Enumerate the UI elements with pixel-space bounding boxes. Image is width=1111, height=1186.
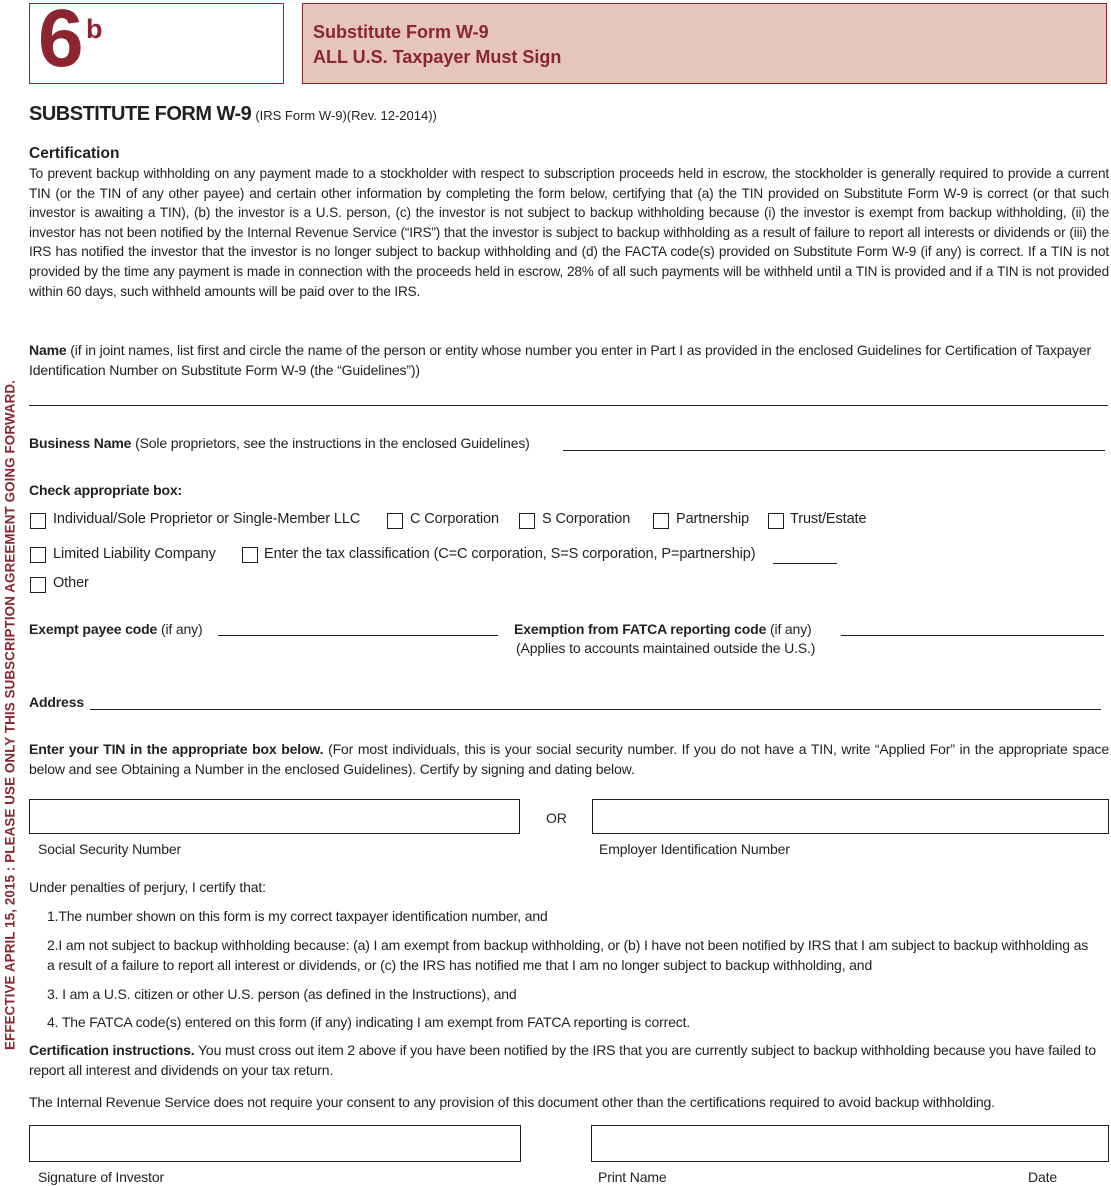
business-name-field[interactable] [566,431,1104,450]
checkbox-individual[interactable] [30,513,46,529]
business-name-label: Business Name [29,435,132,451]
signature-input[interactable] [29,1125,521,1162]
print-name-label: Print Name [598,1169,667,1185]
fatca-note: (if any) [769,621,812,637]
checkbox-c-corporation[interactable] [387,513,403,529]
checkbox-individual-label: Individual/Sole Proprietor or Single-Member LLC [53,511,361,527]
business-name-note: (Sole proprietors, see the instructions in the enclosed Guidelines) [135,435,530,451]
business-name-line [563,450,1105,451]
page-title-main: SUBSTITUTE FORM W-9 [29,103,252,125]
or-label: OR [546,810,567,826]
tax-classification-line[interactable] [773,563,837,564]
checkbox-s-corporation[interactable] [519,513,535,529]
checkbox-llc-label: Limited Liability Company [53,546,216,562]
checkbox-tax-classification-label: Enter the tax classification (C=C corporation, S=S corporation, P=partnership) [264,546,756,562]
checkbox-llc[interactable] [30,547,46,563]
name-label: Name [29,342,67,358]
checkbox-trust-estate-label: Trust/Estate [790,511,867,527]
fatca-caption [514,619,812,639]
certification-body: To prevent backup withholding on any payment made to a stockholder with respect to subscription proceeds held in escrow, the stockholder is generally required to provide a current TIN (or the TIN of any other payee) and certain other information by completing the form below, certifying that (a) the TIN provided on Substitute Form W-9 is correct (or that such investor is awaiting a TIN), (b) the investor is a U.S. person, (c) the investor is not subject to backup withholding because (i) the investor is exempt from backup withholding, (ii) the investor has not been notified by the Internal Revenue Service (“IRS”) that the investor is subject to backup withholding as a result of failure to report all interests or dividends or (iii) the IRS has notified the investor that the investor is no longer subject to backup withholding and (d) the FACTA code(s) provided on Substitute Form W-9 (if any) is correct. If a TIN is not provided by the time any payment is made in connection with the proceeds held in escrow, 28% of all such payments will be withheld until a TIN is provided and if a TIN is not provided within 60 days, such withheld amounts will be paid over to the IRS. [29,166,1109,299]
page-title [29,103,437,126]
ssn-label: Social Security Number [38,841,181,857]
checkbox-partnership[interactable] [653,513,669,529]
tin-instructions [29,739,1109,779]
ein-input[interactable] [592,799,1109,834]
perjury-item-2: 2.I am not subject to backup withholding because: (a) I am exempt from backup withholding, or (b) I have not been notified by IRS that I am subject to backup withholding as a result of a failure to report all interest or dividends, or (c) the IRS has notified me that I am no longer subject to backup withholding, and [47,937,1089,973]
checkbox-c-corporation-label: C Corporation [410,511,499,527]
section-superscript: b [86,14,103,44]
checkbox-other[interactable] [30,577,46,593]
tin-note: (For most individuals, this is your social security number. If you do not have a TIN, write “Applied For” in the appropriate space below and see Obtaining a Number in the enclosed Guidelines). Certify by signing and dating below. [29,741,1109,777]
ein-label: Employer Identification Number [599,841,790,857]
signature-label: Signature of Investor [38,1169,165,1185]
tin-heading: Enter your TIN in the appropriate box below. [29,741,324,757]
name-field[interactable] [31,385,1101,405]
ssn-input[interactable] [29,799,520,834]
fatca-subnote: (Applies to accounts maintained outside the U.S.) [516,640,816,656]
name-line [29,405,1108,406]
name-instructions [29,340,1109,380]
page-title-sub: (IRS Form W-9)(Rev. 12-2014)) [255,108,437,123]
certification-instructions [29,1040,1109,1080]
certification-instructions-body: You must cross out item 2 above if you have been notified by the IRS that you are currently subject to backup withholding because you have failed to report all interest and dividends on your tax return. [29,1042,1096,1078]
banner-title: Substitute Form W-9 [313,22,489,42]
form-banner [302,3,1107,84]
exempt-payee-field[interactable] [218,635,498,636]
address-label: Address [29,694,84,710]
perjury-intro: Under penalties of perjury, I certify that: [29,879,266,895]
fatca-field[interactable] [841,635,1104,636]
perjury-item-1: 1.The number shown on this form is my correct taxpayer identification number, and [47,908,548,924]
perjury-item-4: 4. The FATCA code(s) entered on this form (if any) indicating I am exempt from FATCA reporting is correct. [47,1014,691,1030]
checkbox-other-label: Other [53,575,89,591]
certification-instructions-heading: Certification instructions. [29,1042,195,1058]
sidebar-notice-text: EFFECTIVE APRIL 15, 2015 : PLEASE USE ONLY THIS SUBSCRIPTION AGREEMENT GOING FORWARD. [2,380,18,1050]
checkbox-tax-classification[interactable] [242,547,258,563]
fatca-label: Exemption from FATCA reporting code [514,621,767,637]
address-line [90,709,1101,710]
section-badge [29,0,284,84]
exempt-payee-label: Exempt payee code [29,621,158,637]
date-label: Date [1028,1169,1057,1185]
checkbox-trust-estate[interactable] [768,513,784,529]
checkbox-s-corporation-label: S Corporation [542,511,631,527]
consent-notice: The Internal Revenue Service does not require your consent to any provision of this document other than the certifications required to avoid backup withholding. [29,1094,995,1110]
perjury-item-3: 3. I am a U.S. citizen or other U.S. person (as defined in the Instructions), and [47,986,517,1002]
banner-subtitle: ALL U.S. Taxpayer Must Sign [313,47,562,67]
business-name-caption [29,433,530,453]
classification-heading: Check appropriate box: [29,482,183,498]
exempt-payee-note: (if any) [160,621,203,637]
address-field[interactable] [94,690,1099,709]
exempt-payee-caption [29,619,203,639]
name-note: (if in joint names, list first and circle the name of the person or entity whose number you enter in Part I as provided in the enclosed Guidelines for Certification of Taxpayer Identification Number on Substitute Form W-9 (the “Guidelines”)) [29,342,1092,378]
section-number: 6 [38,0,82,84]
certification-heading: Certification [29,145,120,162]
checkbox-partnership-label: Partnership [676,511,750,527]
print-name-date-input[interactable] [591,1125,1109,1162]
